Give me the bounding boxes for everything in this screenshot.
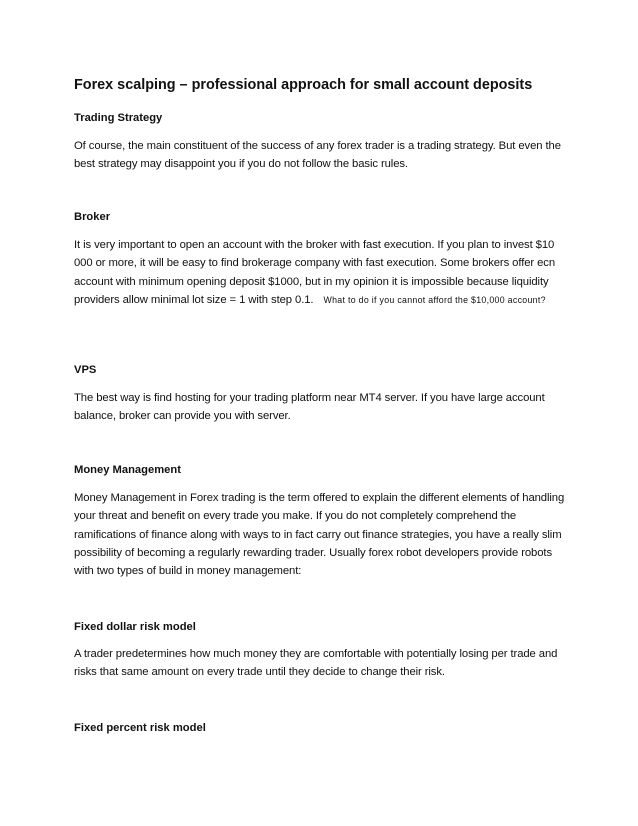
- section-body-broker: [74, 236, 566, 309]
- section-body-money-management: Money Management in Forex trading is the term offered to explain the different elements of handling your threat and benefit on every trade you make. If you do not completely comprehend the ramifications of finance along with ways to in fact carry out finance strategies, you have a really slim possibility of becoming a regularly rewarding trader. Usually forex robot developers provide robots with two types of build in money management:: [74, 492, 565, 578]
- section-body-vps: The best way is find hosting for your trading platform near MT4 server. If you have large account balance, broker can provide you with server.: [74, 392, 545, 423]
- section-heading-broker: Broker: [74, 211, 111, 223]
- section-heading-trading-strategy: Trading Strategy: [74, 112, 163, 124]
- section-heading-fixed-dollar-risk-model: Fixed dollar risk model: [74, 621, 196, 633]
- broker-text: It is very important to open an account with the broker with fast execution. If you plan to invest $10 000 or more, it will be easy to find brokerage company with fast execution. Some brokers offer ecn account with minimum opening deposit $1000, but in my opinion it is impossible because liquidity providers allow minimal lot size = 1 with step 0.1.: [74, 239, 556, 306]
- section-heading-money-management: Money Management: [74, 464, 181, 476]
- section-heading-vps: VPS: [74, 364, 97, 376]
- section-body-trading-strategy: Of course, the main constituent of the success of any forex trader is a trading strategy. But even the best strategy may disappoint you if you do not follow the basic rules.: [74, 140, 561, 171]
- section-heading-fixed-percent-risk-model: Fixed percent risk model: [74, 722, 206, 734]
- document-title: Forex scalping – professional approach for small account deposits: [74, 77, 533, 93]
- broker-note: What to do if you cannot afford the $10,000 account?: [323, 294, 546, 305]
- section-body-fixed-dollar-risk-model: A trader predetermines how much money they are comfortable with potentially losing per trade and risks that same amount on every trade until they decide to change their risk.: [74, 648, 558, 679]
